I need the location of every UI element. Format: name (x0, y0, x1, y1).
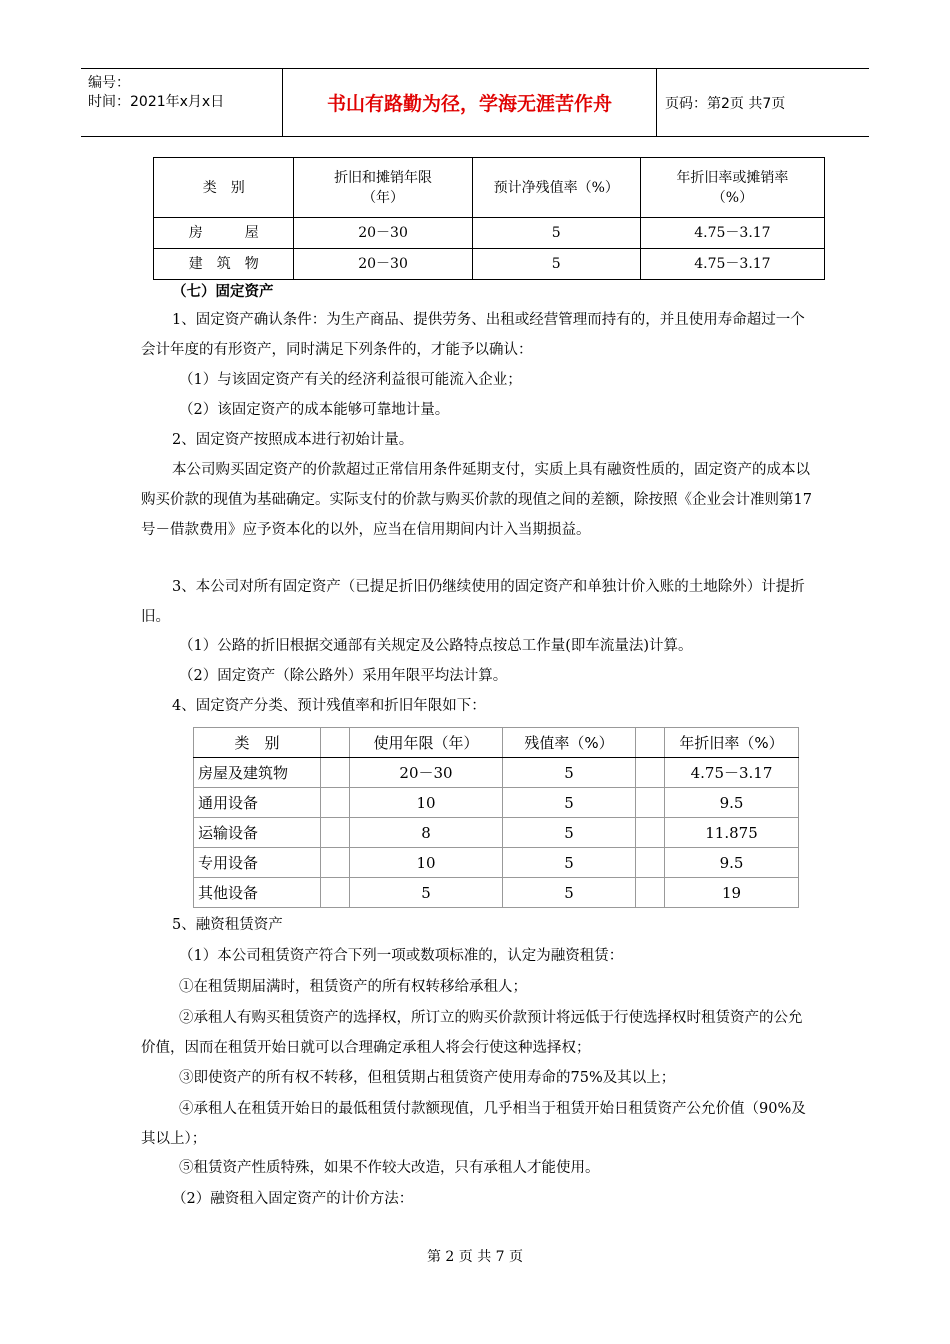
header-rate-line2: （%） (711, 189, 754, 206)
paragraph: ⑤租赁资产性质特殊，如果不作较大改造，只有承租人才能使用。 (179, 1160, 600, 1176)
cell-residual: 5 (503, 818, 636, 848)
cell-residual: 5 (503, 878, 636, 908)
header-page-cell (657, 69, 869, 136)
cell-residual: 5 (503, 758, 636, 788)
header-residual: 残值率（%） (503, 728, 636, 758)
cell-residual: 5 (503, 788, 636, 818)
header-rate (640, 158, 824, 218)
cell-category: 其他设备 (194, 878, 321, 908)
motto-text: 书山有路勤为径，学海无涯苦作舟 (326, 93, 612, 115)
table-row (154, 249, 825, 280)
spacer-cell (321, 758, 350, 788)
header-rate-line1: 年折旧率或摊销率 (676, 169, 789, 186)
paragraph: 本公司购买固定资产的价款超过正常信用条件延期支付，实质上具有融资性质的，固定资产的成本以购买价款的现值为基础确定。实际支付的价款与购买价款的现值之间的差额，除按照《企业会计准则第17号－借款费用》应予资本化的以外，应当在信用期间内计入当期损益。 (141, 462, 812, 538)
cell-years: 5 (350, 878, 503, 908)
table-header-row (154, 158, 825, 218)
cell-rate: 9.5 (665, 848, 799, 878)
paragraph: （2）该固定资产的成本能够可靠地计量。 (179, 402, 450, 418)
cell-category: 运输设备 (194, 818, 321, 848)
cell-rate: 4.75－3.17 (640, 218, 824, 249)
table-row (194, 848, 799, 878)
paragraph: 4、固定资产分类、预计残值率和折旧年限如下： (172, 698, 486, 714)
spacer-cell (321, 878, 350, 908)
paragraph: 5、融资租赁资产 (172, 917, 283, 933)
header-motto-cell (283, 69, 657, 136)
header-years-line1: 折旧和摊销年限 (334, 169, 433, 186)
header-category: 类 别 (154, 158, 294, 218)
spacer-cell (636, 758, 665, 788)
cell-years: 20－30 (294, 218, 472, 249)
table-row (194, 758, 799, 788)
header-rate: 年折旧率（%） (665, 728, 799, 758)
spacer-cell (636, 818, 665, 848)
cell-rate: 4.75－3.17 (640, 249, 824, 280)
spacer-cell (321, 818, 350, 848)
cell-residual: 5 (472, 249, 640, 280)
cell-residual: 5 (503, 848, 636, 878)
table-header-row (194, 728, 799, 758)
paragraph: （1）与该固定资产有关的经济利益很可能流入企业； (179, 372, 522, 388)
cell-years: 8 (350, 818, 503, 848)
cell-category: 建 筑 物 (154, 249, 294, 280)
number-label: 编号： (88, 75, 130, 91)
page-number-label: 页码：第2页 共7页 (665, 95, 786, 112)
header-years: 使用年限（年） (350, 728, 503, 758)
spacer-cell (636, 848, 665, 878)
section-title: （七）固定资产 (172, 283, 274, 300)
paragraph: ④承租人在租赁开始日的最低租赁付款额现值，几乎相当于租赁开始日租赁资产公允价值（90%及其以上）； (141, 1101, 806, 1147)
table-row (194, 818, 799, 848)
cell-category: 专用设备 (194, 848, 321, 878)
spacer-cell (321, 848, 350, 878)
cell-years: 20－30 (294, 249, 472, 280)
table-row (194, 788, 799, 818)
paragraph: （1）公路的折旧根据交通部有关规定及公路特点按总工作量(即车流量法)计算。 (179, 638, 693, 654)
cell-category: 房 屋 (154, 218, 294, 249)
cell-rate: 9.5 (665, 788, 799, 818)
table-row (154, 218, 825, 249)
spacer-cell (636, 788, 665, 818)
spacer-cell (636, 728, 665, 758)
header-years-line2: （年） (362, 189, 405, 206)
cell-rate: 11.875 (665, 818, 799, 848)
cell-category: 房屋及建筑物 (194, 758, 321, 788)
paragraph: （2）融资租入固定资产的计价方法： (172, 1191, 414, 1207)
header-residual: 预计净残值率（%） (472, 158, 640, 218)
cell-years: 20－30 (350, 758, 503, 788)
cell-rate: 19 (665, 878, 799, 908)
paragraph: ②承租人有购买租赁资产的选择权，所订立的购买价款预计将远低于行使选择权时租赁资产的公允价值，因而在租赁开始日就可以合理确定承租人将会行使这种选择权； (141, 1010, 803, 1056)
page-footer: 第 2 页 共 7 页 (426, 1249, 524, 1265)
header-category: 类 别 (194, 728, 321, 758)
paragraph: 2、固定资产按照成本进行初始计量。 (172, 432, 414, 448)
cell-residual: 5 (472, 218, 640, 249)
cell-years: 10 (350, 788, 503, 818)
cell-category: 通用设备 (194, 788, 321, 818)
depreciation-table-buildings (153, 157, 825, 280)
cell-rate: 4.75－3.17 (665, 758, 799, 788)
paragraph: （2）固定资产（除公路外）采用年限平均法计算。 (179, 668, 508, 684)
paragraph: ①在租赁期届满时，租赁资产的所有权转移给承租人； (179, 979, 527, 995)
depreciation-table-categories (193, 727, 799, 908)
page-header (81, 68, 869, 137)
header-years (294, 158, 472, 218)
paragraph: （1）本公司租赁资产符合下列一项或数项标准的，认定为融资租赁： (179, 948, 624, 964)
paragraph: ③即使资产的所有权不转移，但租赁期占租赁资产使用寿命的75%及其以上； (179, 1070, 676, 1086)
cell-years: 10 (350, 848, 503, 878)
paragraph: 1、固定资产确认条件：为生产商品、提供劳务、出租或经营管理而持有的，并且使用寿命超过一个会计年度的有形资产，同时满足下列条件的，才能予以确认： (141, 312, 805, 358)
paragraph: 3、本公司对所有固定资产（已提足折旧仍继续使用的固定资产和单独计价入账的土地除外）计提折旧。 (141, 579, 805, 625)
table-row (194, 878, 799, 908)
spacer-cell (321, 728, 350, 758)
spacer-cell (321, 788, 350, 818)
header-meta-cell (81, 69, 283, 136)
spacer-cell (636, 878, 665, 908)
time-label: 时间：2021年x月x日 (88, 94, 225, 110)
